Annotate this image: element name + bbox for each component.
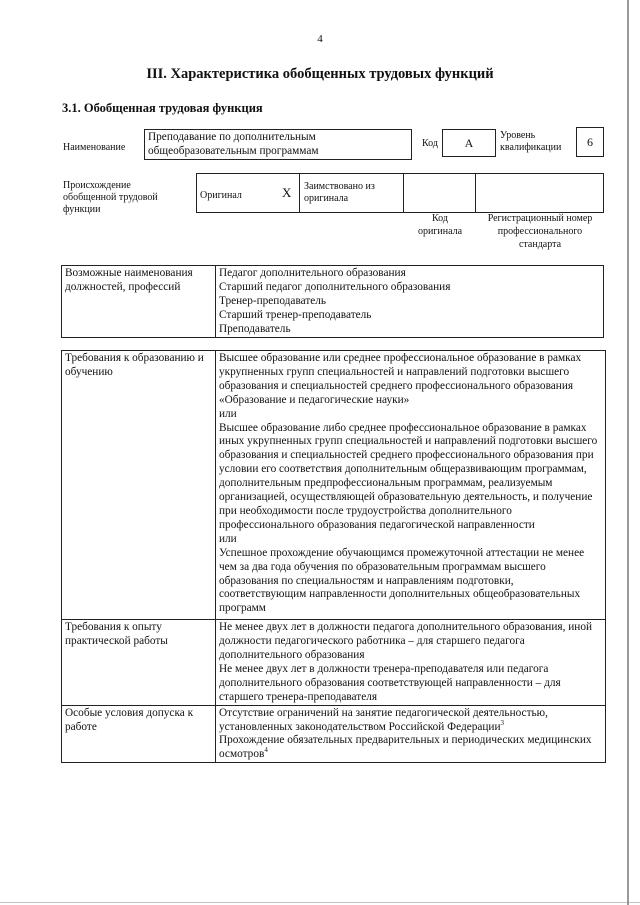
section-title: III. Характеристика обобщенных трудовых функций (146, 66, 494, 82)
function-name-value: Преподавание по дополнительным общеобразовательным программам (148, 131, 319, 157)
position-item: Старший педагог дополнительного образования (219, 280, 451, 293)
level-value: 6 (587, 135, 593, 149)
education-paragraph: или (219, 532, 237, 545)
original-code-cell (403, 173, 476, 213)
position-item: Старший тренер-преподаватель (219, 308, 372, 321)
position-item: Педагог дополнительного образования (219, 267, 406, 279)
special-conditions-label: Особые условия допуска к работе (62, 705, 216, 763)
requirements-table (61, 350, 606, 763)
original-mark: Х (282, 185, 292, 200)
original-label: Оригинал (200, 190, 242, 201)
subsection-title: 3.1. Обобщенная трудовая функция (62, 101, 263, 115)
education-paragraph: Успешное прохождение обучающимся промежуточной аттестации не менее чем за два года обучения по образовательным программам высшего образования по специальностям и направлениям подготовки, соответствующим направленности дополнительных общеобразовательных программ (219, 546, 585, 615)
positions-table (61, 265, 604, 338)
positions-row (62, 266, 604, 338)
origin-label: Происхождение обобщенной трудовой функции (63, 180, 158, 215)
experience-paragraph: Не менее двух лет в должности педагога дополнительного образования, иной должности педагогического работника – для старшего педагога дополнительного образования (219, 621, 593, 662)
page-number: 4 (317, 33, 323, 45)
conditions-text-1: Отсутствие ограничений на занятие педагогической деятельностью, установленных законодательством Российской Федерации (219, 706, 548, 733)
experience-row (62, 620, 606, 705)
footnote-ref-4: 4 (264, 746, 268, 755)
education-row (62, 351, 606, 620)
function-name-box (144, 129, 412, 160)
special-conditions-text (216, 705, 606, 763)
position-item: Тренер-преподаватель (219, 294, 327, 307)
special-conditions-paragraph (219, 707, 602, 735)
code-label: Код (422, 138, 438, 149)
scan-bottom-line (0, 902, 640, 903)
education-text (216, 351, 606, 620)
level-box (576, 127, 604, 157)
borrowed-label: Заимствовано из оригинала (304, 181, 375, 204)
original-code-caption: Код оригинала (417, 213, 463, 237)
education-paragraph: или (219, 407, 237, 420)
education-paragraph: Высшее образование или среднее профессиональное образование в рамках укрупненных групп специальностей и направлений подготовки высшего образования и специальностей среднего профессионального образования «Образование и педагогические науки» (219, 352, 582, 406)
positions-list (216, 266, 604, 338)
experience-paragraph: Не менее двух лет в должности тренера-преподавателя или педагога дополнительного образования соответствующей направленности – для старшего тренера-преподавателя (219, 662, 561, 703)
scan-edge-line (627, 0, 629, 905)
special-conditions-paragraph (219, 734, 602, 762)
special-conditions-row (62, 705, 606, 763)
experience-label: Требования к опыту практической работы (62, 620, 216, 705)
code-box (442, 129, 496, 157)
education-label: Требования к образованию и обучению (62, 351, 216, 620)
footnote-ref-3: 3 (500, 718, 505, 727)
registration-number-cell (475, 173, 604, 213)
registration-caption: Регистрационный номер профессионального стандарта (487, 213, 593, 250)
code-value: А (464, 136, 474, 150)
positions-label: Возможные наименования должностей, профессий (62, 266, 216, 338)
education-paragraph: Высшее образование либо среднее профессиональное образование в рамках иных укрупненных групп специальностей и направлений подготовки высшего образования и специальностей среднего профессионального образования при условии его соответствия дополнительным общеразвивающим программам, дополнительным предпрофессиональным программам, реализуемым организацией, осуществляющей образовательную деятельность, и получение при необходимости после трудоустройства дополнительного профессионального образования педагогической направленности (219, 421, 598, 531)
position-item: Преподаватель (219, 322, 291, 335)
level-label: Уровень квалификации (500, 130, 562, 153)
name-label: Наименование (63, 142, 126, 153)
experience-text (216, 620, 606, 705)
conditions-text-2: Прохождение обязательных предварительных и периодических медицинских осмотров (219, 734, 592, 761)
